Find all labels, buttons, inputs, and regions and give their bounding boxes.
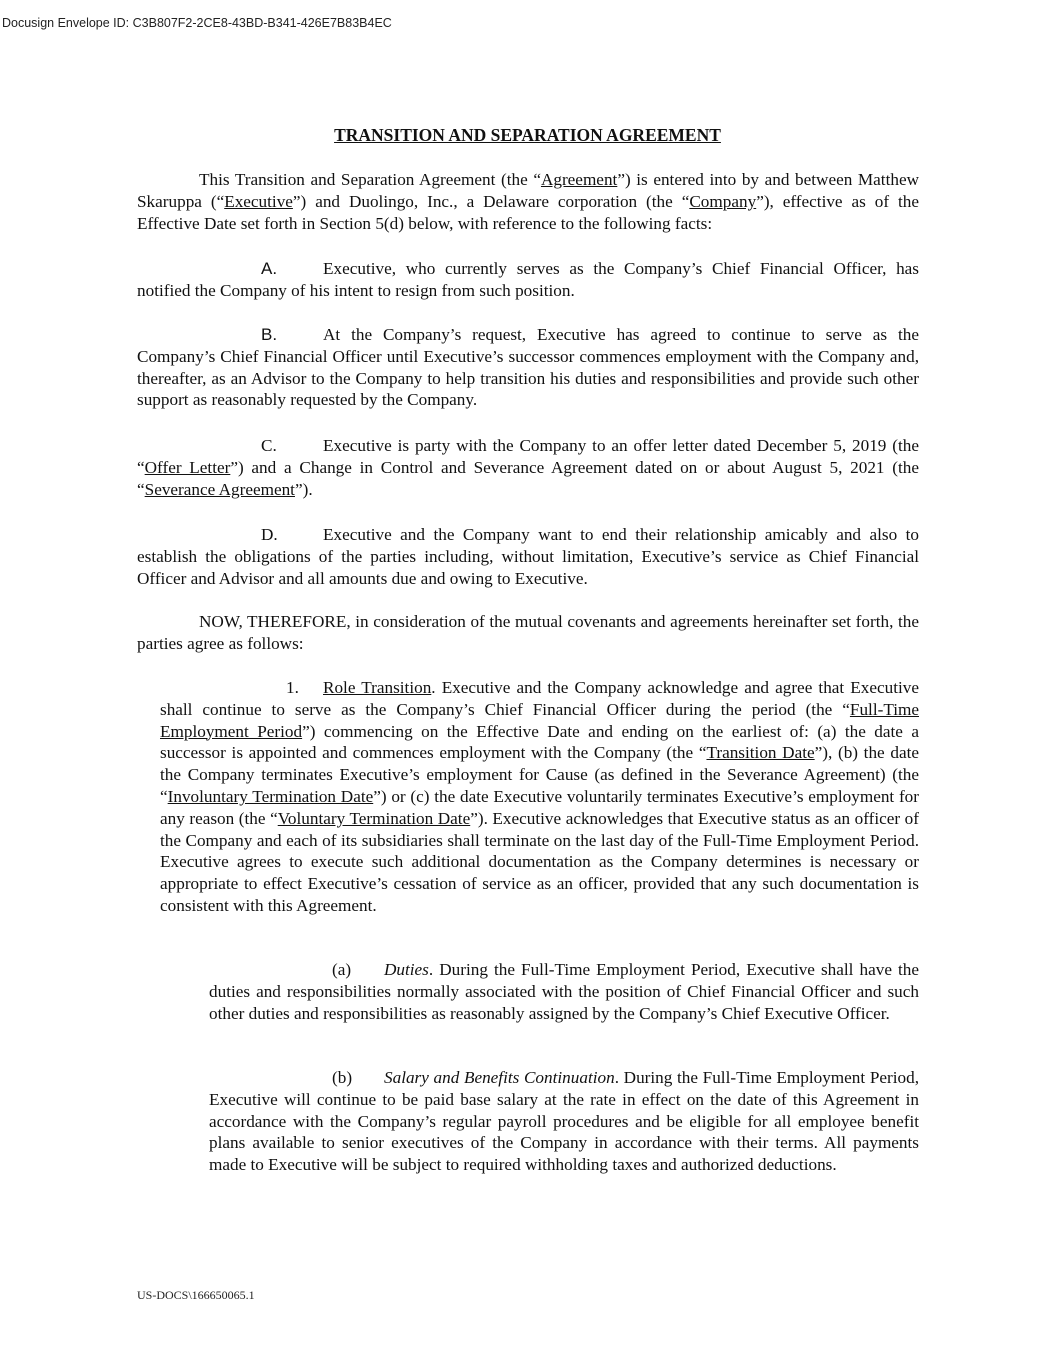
recital-d: D. Executive and the Company want to end their relationship amicably and also to establish the obligations of the parties including, without limitation, Executive’s service as Chief Financial Officer and Advisor and all amounts due and owing to Executive. [137, 525, 919, 588]
section-number: 1. [286, 678, 299, 697]
subsection-heading: Salary and Benefits Continuation [384, 1068, 615, 1087]
defined-term-agreement: Agreement [540, 170, 618, 189]
subsection-number: (a) [332, 960, 352, 979]
subsection-heading: Duties [384, 960, 429, 979]
recital-letter: D. [261, 525, 278, 544]
section-1a-duties: (a) Duties. During the Full-Time Employment Period, Executive shall have the duties and responsibilities normally associated with the position of Chief Financial Officer and such other duties and responsibilities as reasonably assigned by the Company’s Chief Executive Officer. [209, 960, 919, 1023]
recital-letter: C. [261, 436, 277, 455]
section-heading: Role Transition [323, 678, 432, 697]
defined-term-offer-letter: Offer Letter [144, 457, 231, 477]
defined-term-executive: Executive [224, 191, 293, 211]
defined-term-severance-agreement: Severance Agreement [144, 479, 295, 499]
recital-c: C. Executive is party with the Company to an offer letter dated December 5, 2019 (the “Offer Letter”) and a Change in Control and Severance Agreement dated on or about August 5, 2021 (the “Severance Agreement”). [137, 436, 919, 499]
defined-term-voluntary-termination-date: Voluntary Termination Date [277, 808, 471, 828]
section-1b-salary-benefits: (b) Salary and Benefits Continuation. During the Full-Time Employment Period, Executive will continue to be paid base salary at the rate in effect on the date of this Agreement in accordance with the Company’s regular payroll procedures and be eligible for all employee benefit plans available to senior executives of the Company in accordance with their terms. All payments made to Executive will be subject to required withholding taxes and authorized deductions. [209, 1068, 919, 1175]
now-therefore-paragraph: NOW, THEREFORE, in consideration of the mutual covenants and agreements hereinafter set forth, the parties agree as follows: [137, 612, 919, 653]
defined-term-full-time-employment-period: Full-Time Employment Period [160, 699, 919, 741]
defined-term-involuntary-termination-date: Involuntary Termination Date [167, 786, 374, 806]
document-title: TRANSITION AND SEPARATION AGREEMENT [334, 125, 721, 145]
section-1-role-transition: 1. Role Transition. Executive and the Company acknowledge and agree that Executive shall continue to serve as the Company’s Chief Financial Officer during the period (the “Full-Time Employment Period”) commencing on the Effective Date and ending on the earliest of: (a) the date a successor is appointed and commences employment with the Company (the “Transition Date”), (b) the date the Company terminates Executive’s employment for Cause (as defined in the Severance Agreement) (the “Involuntary Termination Date”) or (c) the date Executive voluntarily terminates Executive’s employment for any reason (the “Voluntary Termination Date”). Executive acknowledges that Executive status as an officer of the Company and each of its subsidiaries shall terminate on the last day of the Full-Time Employment Period. Executive agrees to execute such additional documentation as the Company determines is necessary or appropriate to effect Executive’s cessation of service as an officer, provided that any such documentation is consistent with this Agreement. [160, 678, 919, 915]
recital-a: A. Executive, who currently serves as the Company’s Chief Financial Officer, has notified the Company of his intent to resign from such position. [137, 259, 919, 300]
recital-b: B. At the Company’s request, Executive has agreed to continue to serve as the Company’s Chief Financial Officer until Executive’s successor commences employment with the Company and, thereafter, as an Advisor to the Company to help transition his duties and responsibilities and provide such other support as reasonably requested by the Company. [137, 325, 919, 410]
recital-letter: B. [261, 325, 278, 344]
document-footer-id: US-DOCS\166650065.1 [137, 1288, 255, 1302]
intro-paragraph: This Transition and Separation Agreement (the “Agreement”) is entered into by and between Matthew Skaruppa (“Executive”) and Duolingo, Inc., a Delaware corporation (the “Company”), effective as of the Effective Date set forth in Section 5(d) below, with reference to the following facts: [137, 170, 919, 233]
defined-term-transition-date: Transition Date [706, 743, 815, 763]
docusign-envelope-id: Docusign Envelope ID: C3B807F2-2CE8-43BD-B341-426E7B83B4EC [2, 16, 392, 30]
subsection-number: (b) [332, 1068, 353, 1087]
defined-term-company: Company [689, 191, 757, 211]
recital-letter: A. [261, 259, 278, 278]
